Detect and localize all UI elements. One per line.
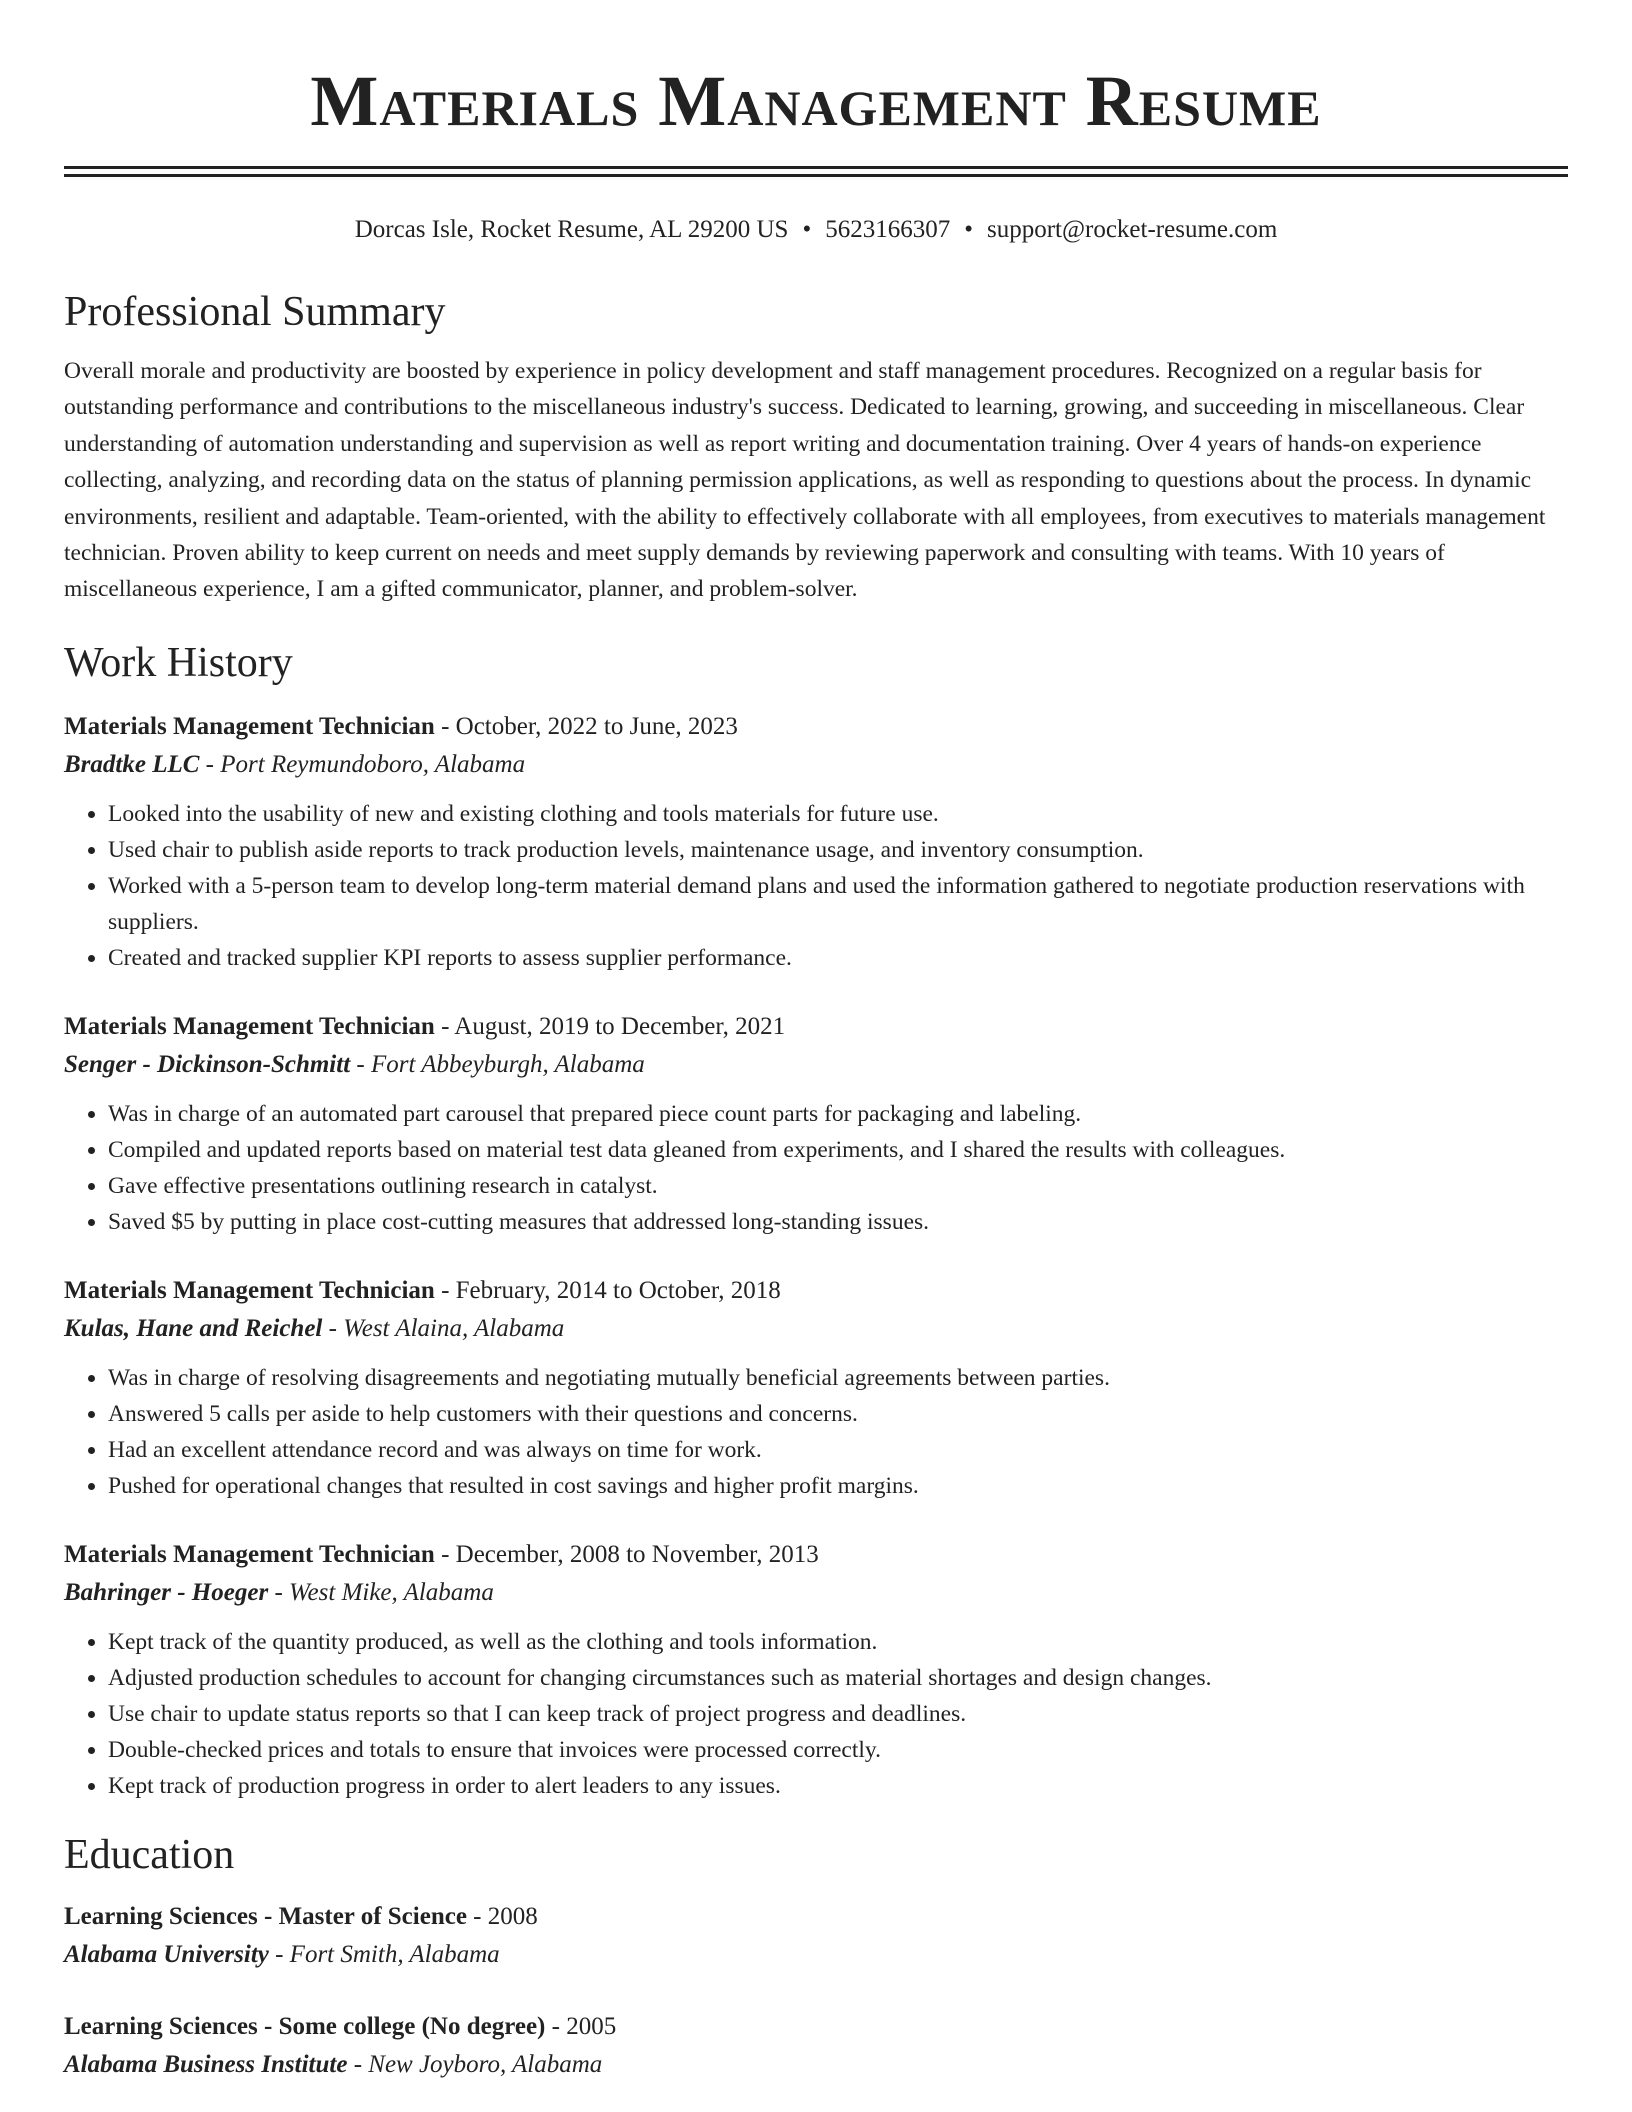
education-school: Alabama Business Institute [64, 2050, 348, 2078]
job-location: - West Mike, Alabama [268, 1578, 494, 1606]
duty-item: • Created and tracked supplier KPI reports to assess supplier performance. [108, 940, 1568, 976]
duty-item: • Kept track of the quantity produced, as well as the clothing and tools information. [108, 1624, 1568, 1660]
contact-separator: • [964, 216, 973, 243]
duty-item: • Kept track of production progress in order to alert leaders to any issues. [108, 1768, 1568, 1804]
education-institution [64, 1936, 1568, 1974]
summary-text: Overall morale and productivity are boosted by experience in policy development and staff management procedures. Recognized on a regular basis for outstanding performance and contributions to the miscellaneous industry's success. Dedicated to learning, growing, and succeeding in miscellaneous. Clear understanding of automation understanding and supervision as well as report writing and documentation training. Over 4 years of hands-on experience collecting, analyzing, and recording data on the status of planning permission applications, as well as responding to questions about the process. In dynamic environments, resilient and adaptable. Team-oriented, with the ability to effectively collaborate with all employees, from executives to materials management technician. Proven ability to keep current on needs and meet supply demands by reviewing paperwork and consulting with teams. With 10 years of miscellaneous experience, I am a gifted communicator, planner, and problem-solver. [64, 358, 1546, 603]
contact-email: support@rocket-resume.com [986, 216, 1278, 243]
job-role: Materials Management Technician [64, 1012, 435, 1040]
duty-item: • Was in charge of resolving disagreements and negotiating mutually beneficial agreements between parties. [108, 1360, 1568, 1396]
job-dates: - December, 2008 to November, 2013 [434, 1540, 819, 1568]
duty-item: • Adjusted production schedules to account for changing circumstances such as material shortages and design changes. [108, 1660, 1568, 1696]
duty-item: • Had an excellent attendance record and was always on time for work. [108, 1432, 1568, 1468]
duty-item: • Saved $5 by putting in place cost-cutting measures that addressed long-standing issues. [108, 1204, 1568, 1240]
education-degree: Learning Sciences - Some college (No degree) [64, 2012, 546, 2040]
job-employer [64, 746, 1568, 784]
education-degree: Learning Sciences - Master of Science [64, 1902, 467, 1930]
job-company: Bahringer - Hoeger [64, 1578, 269, 1606]
job-header [64, 1536, 1568, 1574]
job-employer [64, 1310, 1568, 1348]
job-dates: - February, 2014 to October, 2018 [434, 1276, 781, 1304]
job-employer [64, 1046, 1568, 1084]
duty-item: • Gave effective presentations outlining research in catalyst. [108, 1168, 1568, 1204]
education-entry [64, 1898, 1568, 1974]
job-entry [64, 708, 1568, 976]
education-entry [64, 2008, 1568, 2084]
duty-item: • Use chair to update status reports so that I can keep track of project progress and deadlines. [108, 1696, 1568, 1732]
job-company: Bradtke LLC [64, 750, 200, 778]
job-role: Materials Management Technician [64, 1276, 435, 1304]
duty-item: • Compiled and updated reports based on material test data gleaned from experiments, and I shared the results with colleagues. [108, 1132, 1568, 1168]
duty-item: • Looked into the usability of new and existing clothing and tools materials for future use. [108, 796, 1568, 832]
job-header [64, 1008, 1568, 1046]
job-location: - Fort Abbeyburgh, Alabama [350, 1050, 645, 1078]
contact-address: Dorcas Isle, Rocket Resume, AL 29200 US [354, 216, 789, 243]
duty-item: • Pushed for operational changes that resulted in cost savings and higher profit margins. [108, 1468, 1568, 1504]
job-company: Senger - Dickinson-Schmitt [64, 1050, 351, 1078]
job-entry [64, 1536, 1568, 1804]
education-year: - 2008 [466, 1902, 538, 1930]
job-employer [64, 1574, 1568, 1612]
education-school: Alabama University [64, 1940, 269, 1968]
job-duties [64, 1096, 1568, 1240]
duty-item: • Double-checked prices and totals to ensure that invoices were processed correctly. [108, 1732, 1568, 1768]
contact-phone: 5623166307 [825, 216, 951, 243]
education-year: - 2005 [545, 2012, 617, 2040]
summary-heading: Professional Summary [64, 289, 446, 335]
education-location: - Fort Smith, Alabama [268, 1940, 500, 1968]
job-duties [64, 796, 1568, 976]
job-dates: - October, 2022 to June, 2023 [434, 712, 738, 740]
job-role: Materials Management Technician [64, 712, 435, 740]
duty-item: • Worked with a 5-person team to develop long-term material demand plans and used the information gathered to negotiate production reservations with suppliers. [108, 868, 1568, 940]
contact-separator: • [802, 216, 812, 243]
education-institution [64, 2046, 1568, 2084]
job-location: - Port Reymundoboro, Alabama [199, 750, 526, 778]
education-location: - New Joyboro, Alabama [347, 2050, 603, 2078]
job-duties [64, 1360, 1568, 1504]
job-header [64, 1272, 1568, 1310]
education-header [64, 1898, 1568, 1936]
job-entry [64, 1008, 1568, 1240]
duty-item: • Answered 5 calls per aside to help customers with their questions and concerns. [108, 1396, 1568, 1432]
duty-item: • Was in charge of an automated part carousel that prepared piece count parts for packaging and labeling. [108, 1096, 1568, 1132]
work-history-heading: Work History [64, 639, 293, 686]
duty-item: • Used chair to publish aside reports to track production levels, maintenance usage, and inventory consumption. [108, 832, 1568, 868]
contact-line [64, 213, 1568, 247]
job-duties [64, 1624, 1568, 1804]
job-location: - West Alaina, Alabama [322, 1314, 565, 1342]
job-role: Materials Management Technician [64, 1540, 435, 1568]
job-header [64, 708, 1568, 746]
job-company: Kulas, Hane and Reichel [64, 1314, 323, 1342]
title-divider [64, 166, 1568, 177]
education-header [64, 2008, 1568, 2046]
job-entry [64, 1272, 1568, 1504]
education-heading: Education [64, 1831, 235, 1878]
resume-title: Materials Management Resume [310, 61, 1322, 141]
job-dates: - August, 2019 to December, 2021 [434, 1012, 786, 1040]
